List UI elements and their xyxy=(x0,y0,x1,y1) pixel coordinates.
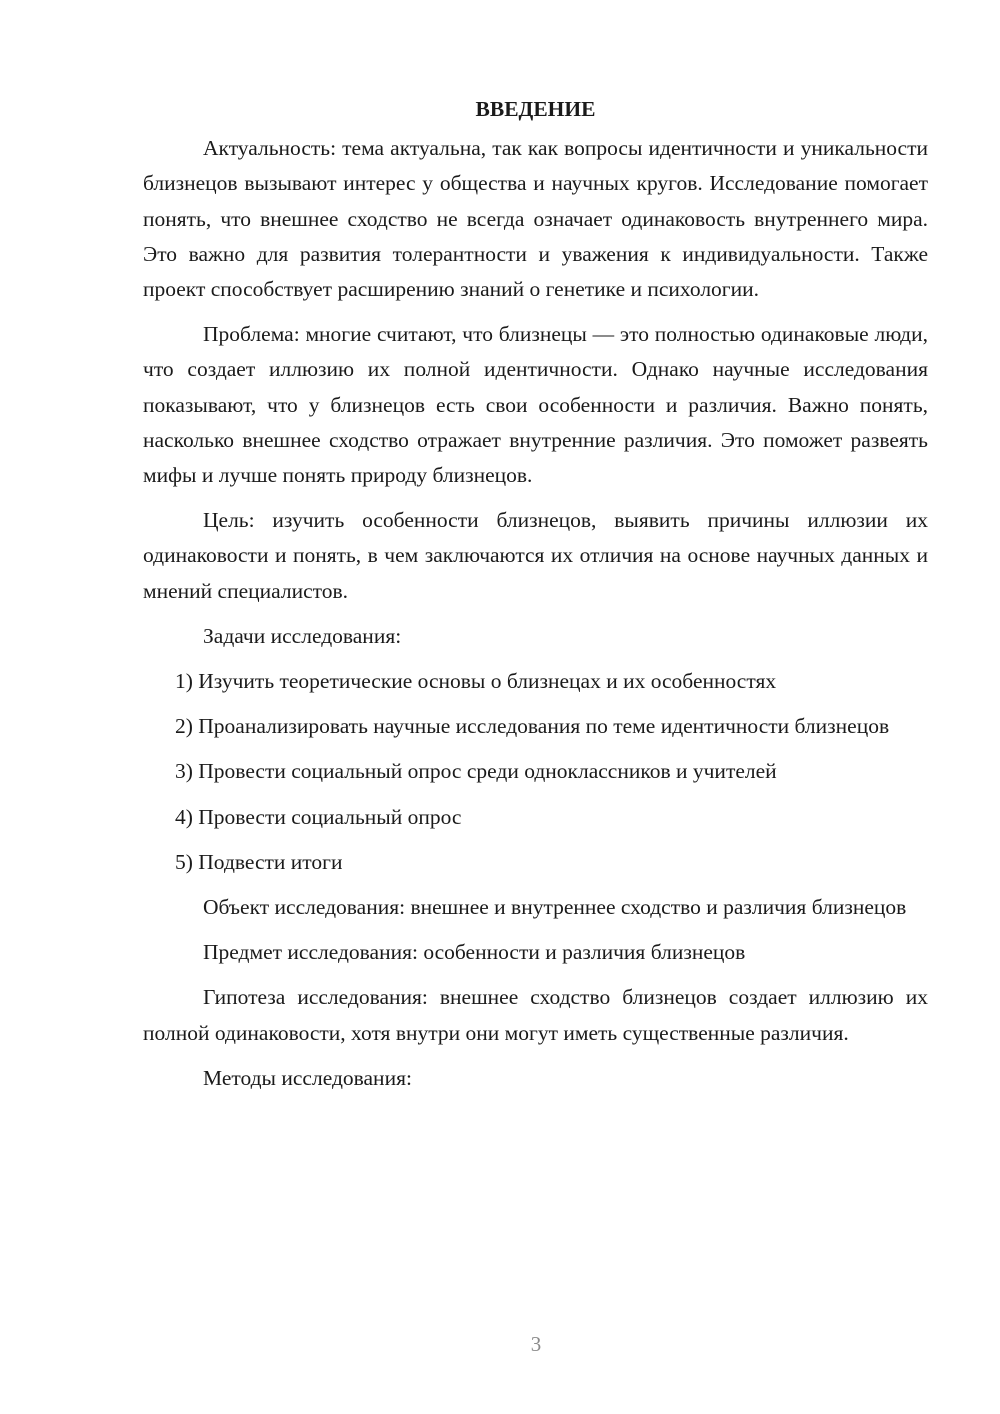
paragraph-hypothesis: Гипотеза исследования: внешнее сходство близнецов создает иллюзию их полной одинаковости, хотя внутри они могут иметь существенные различия. xyxy=(143,985,928,1045)
paragraph-relevance: Актуальность: тема актуальна, так как вопросы идентичности и уникальности близнецов вызывают интерес у общества и научных кругов. Исследование помогает понять, что внешнее сходство не всегда означает одинаковость внутреннего мира. Это важно для развития толерантности и уважения к индивидуальности. Также проект способствует расширению знаний о генетике и психологии. xyxy=(143,136,928,302)
methods-heading: Методы исследования: xyxy=(203,1065,412,1090)
task-item-1: 1) Изучить теоретические основы о близнецах и их особенностях xyxy=(175,669,777,694)
paragraph-goal: Цель: изучить особенности близнецов, выявить причины иллюзии их одинаковости и понять, в чем заключаются их отличия на основе научных данных и мнений специалистов. xyxy=(143,508,928,603)
task-item-4: 4) Провести социальный опрос xyxy=(175,804,462,829)
paragraph-problem: Проблема: многие считают, что близнецы — это полностью одинаковые люди, что создает иллюзию их полной идентичности. Однако научные исследования показывают, что у близнецов есть свои особенности и различия. Важно понять, насколько внешнее сходство отражает внутренние различия. Это поможет развеять мифы и лучше понять природу близнецов. xyxy=(143,322,928,488)
tasks-heading: Задачи исследования: xyxy=(203,623,402,648)
task-item-5: 5) Подвести итоги xyxy=(175,849,343,874)
paragraph-subject: Предмет исследования: особенности и различия близнецов xyxy=(203,940,746,965)
document-page xyxy=(143,92,928,1106)
task-item-2: 2) Проанализировать научные исследования по теме идентичности близнецов xyxy=(175,714,890,739)
task-item-3: 3) Провести социальный опрос среди одноклассников и учителей xyxy=(175,759,777,784)
page-number: 3 xyxy=(530,1332,542,1356)
section-title: ВВЕДЕНИЕ xyxy=(475,97,596,121)
paragraph-object: Объект исследования: внешнее и внутреннее сходство и различия близнецов xyxy=(203,895,907,920)
